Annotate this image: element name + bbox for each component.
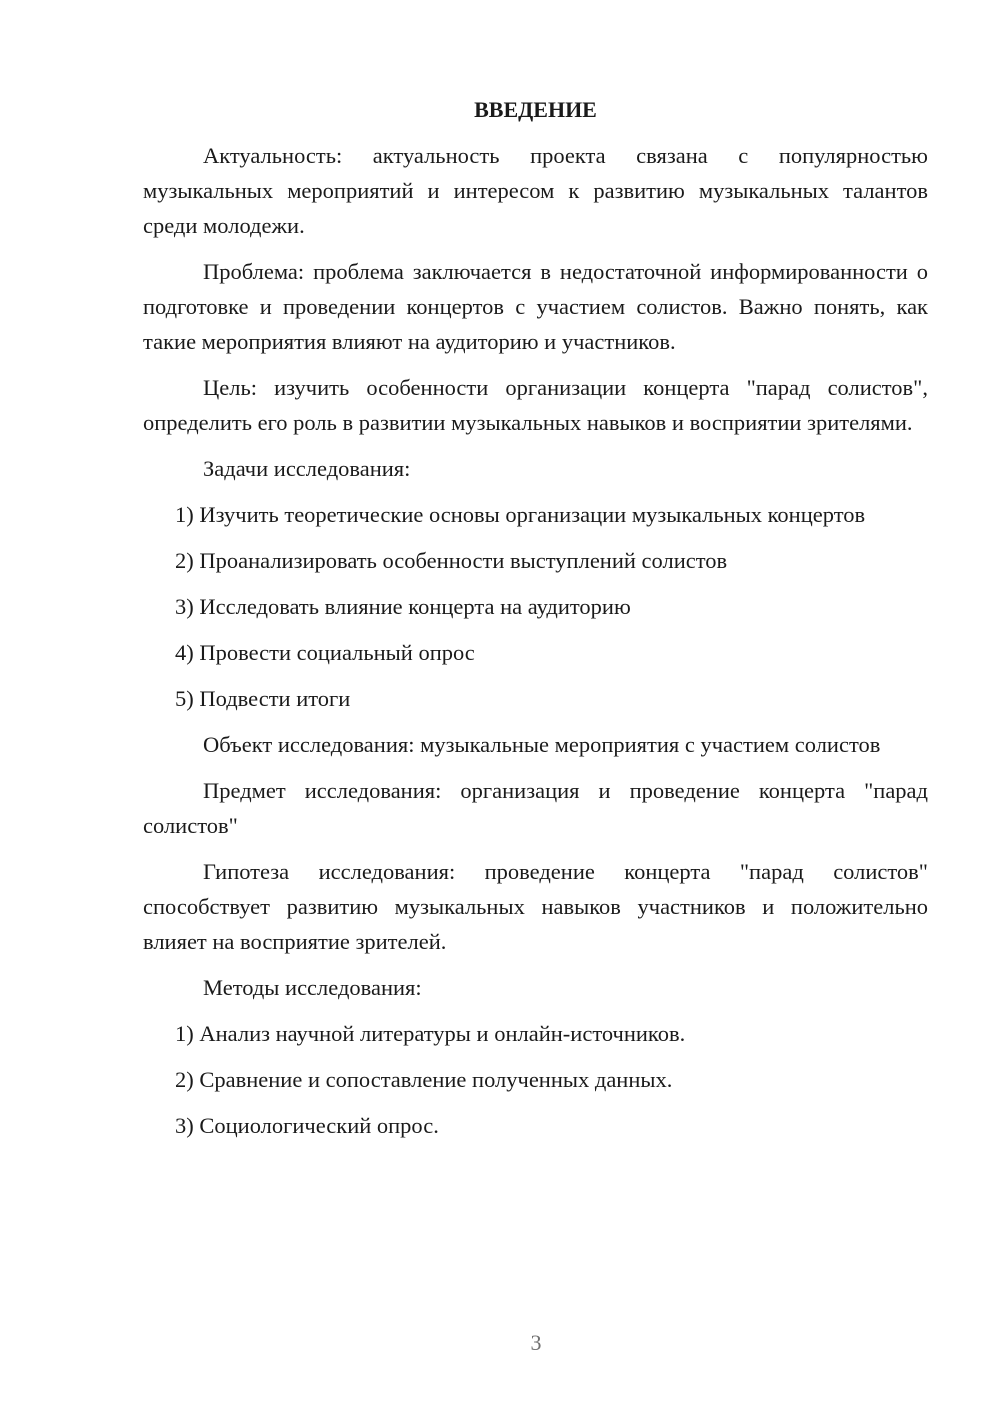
task-item-3: 3) Исследовать влияние концерта на аудиторию <box>175 594 631 619</box>
method-item-3: 3) Социологический опрос. <box>175 1113 439 1138</box>
methods-heading: Методы исследования: <box>203 975 422 1000</box>
hypothesis-paragraph: Гипотеза исследования: проведение концерта "парад солистов" способствует развитию музыкальных навыков участников и положительно влияет на восприятие зрителей. <box>143 859 928 954</box>
task-item-1: 1) Изучить теоретические основы организации музыкальных концертов <box>175 502 866 527</box>
method-item-2: 2) Сравнение и сопоставление полученных данных. <box>175 1067 673 1092</box>
tasks-heading: Задачи исследования: <box>203 456 411 481</box>
problem-paragraph: Проблема: проблема заключается в недостаточной информированности о подготовке и проведении концертов с участием солистов. Важно понять, как такие мероприятия влияют на аудиторию и участников. <box>143 259 928 354</box>
goal-paragraph: Цель: изучить особенности организации концерта "парад солистов", определить его роль в развитии музыкальных навыков и восприятии зрителями. <box>143 375 928 435</box>
section-heading: ВВЕДЕНИЕ <box>474 97 597 122</box>
page-content <box>143 92 928 1154</box>
task-item-5: 5) Подвести итоги <box>175 686 351 711</box>
task-item-4: 4) Провести социальный опрос <box>175 640 475 665</box>
task-item-2: 2) Проанализировать особенности выступлений солистов <box>175 548 728 573</box>
page-number: 3 <box>530 1330 542 1355</box>
relevance-paragraph: Актуальность: актуальность проекта связана с популярностью музыкальных мероприятий и интересом к развитию музыкальных талантов среди молодежи. <box>143 143 928 238</box>
subject-paragraph: Предмет исследования: организация и проведение концерта "парад солистов" <box>143 778 928 838</box>
object-paragraph: Объект исследования: музыкальные мероприятия с участием солистов <box>203 732 881 757</box>
method-item-1: 1) Анализ научной литературы и онлайн-источников. <box>175 1021 686 1046</box>
